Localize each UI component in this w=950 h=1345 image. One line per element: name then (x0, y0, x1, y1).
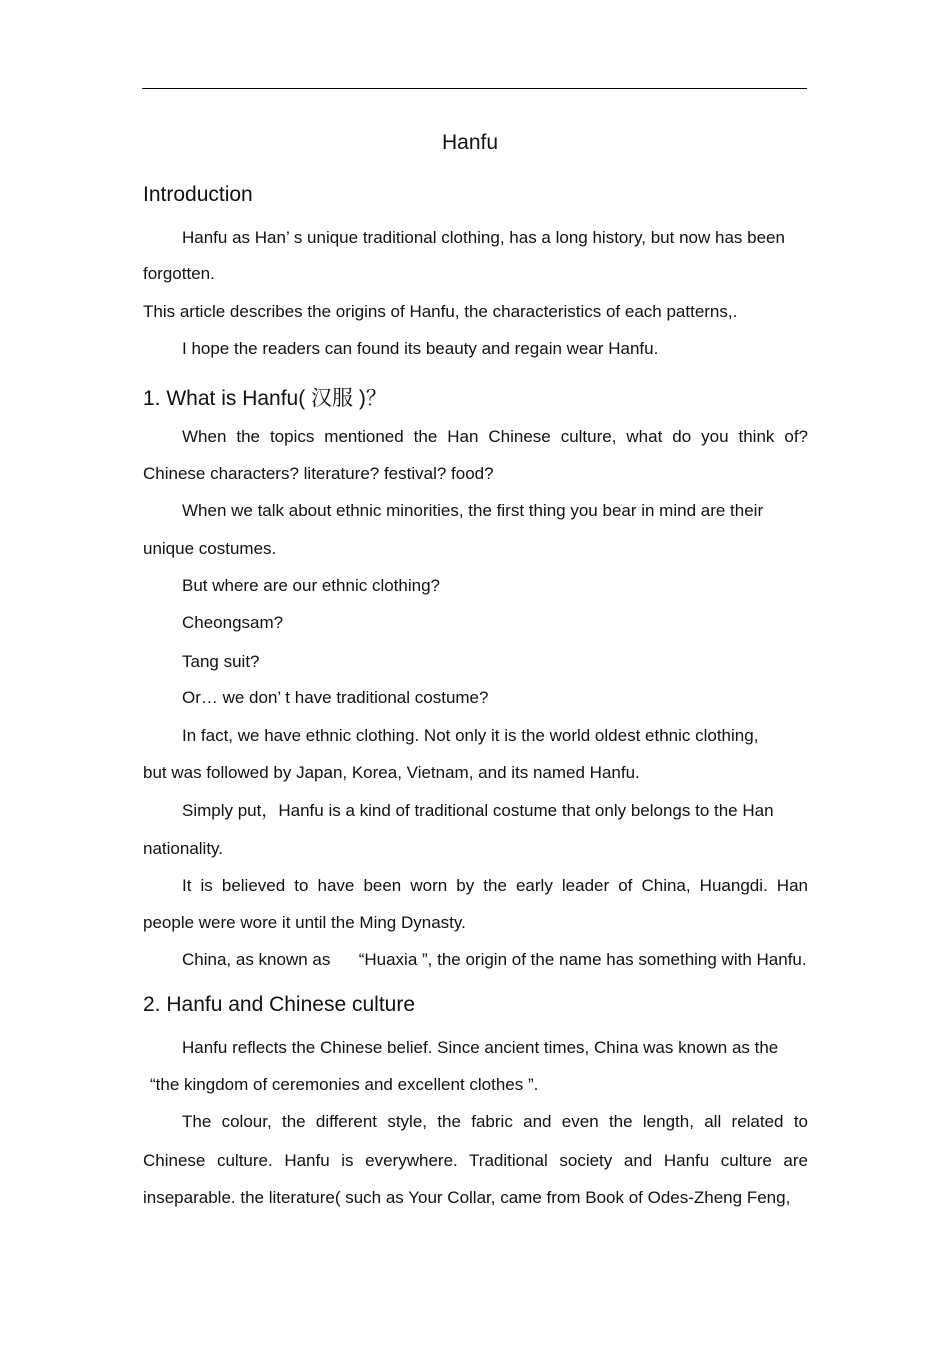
paragraph-line: nationality. (143, 839, 224, 858)
paragraph-line: Tang suit? (182, 652, 260, 671)
paragraph-line: unique costumes. (143, 539, 277, 558)
header-rule (142, 88, 807, 89)
paragraph-line: Cheongsam? (182, 613, 284, 632)
paragraph-line: China, as known as “Huaxia ”, the origin of the name has something with Hanfu. (182, 950, 807, 969)
paragraph-line: Or… we don’ t have traditional costume? (182, 688, 489, 707)
paragraph-line: but was followed by Japan, Korea, Vietnam, and its named Hanfu. (143, 763, 640, 782)
section-heading-what-is-hanfu: 1. What is Hanfu( 汉服 )？ (143, 387, 387, 410)
paragraph-line: Hanfu as Han’ s unique traditional clothing, has a long history, but now has been (182, 228, 785, 247)
paragraph-line: Simply put，Hanfu is a kind of traditional costume that only belongs to the Han (182, 801, 774, 820)
paragraph-line: inseparable. the literature( such as Your Collar, came from Book of Odes-Zheng Feng, (143, 1188, 791, 1207)
section-heading-hanfu-and-chinese-culture: 2. Hanfu and Chinese culture (143, 993, 416, 1016)
paragraph-line: This article describes the origins of Hanfu, the characteristics of each patterns,. (143, 302, 738, 321)
paragraph-line: Chinese culture. Hanfu is everywhere. Traditional society and Hanfu culture are (143, 1151, 808, 1170)
paragraph-line: forgotten. (143, 264, 215, 283)
document-title: Hanfu (441, 131, 499, 154)
paragraph-line: Chinese characters? literature? festival? food? (143, 464, 494, 483)
paragraph-line: In fact, we have ethnic clothing. Not only it is the world oldest ethnic clothing, (182, 726, 759, 745)
paragraph-line: When we talk about ethnic minorities, the first thing you bear in mind are their (182, 501, 764, 520)
section-heading-introduction: Introduction (143, 183, 253, 206)
paragraph-line: “the kingdom of ceremonies and excellent clothes ”. (150, 1075, 539, 1094)
paragraph-line: I hope the readers can found its beauty and regain wear Hanfu. (182, 339, 659, 358)
paragraph-line: The colour, the different style, the fabric and even the length, all related to (182, 1112, 808, 1131)
paragraph-line: It is believed to have been worn by the early leader of China, Huangdi. Han (182, 876, 808, 895)
paragraph-line: But where are our ethnic clothing? (182, 576, 440, 595)
paragraph-line: people were wore it until the Ming Dynasty. (143, 913, 466, 932)
paragraph-line: When the topics mentioned the Han Chinese culture, what do you think of? (182, 427, 808, 446)
paragraph-line: Hanfu reflects the Chinese belief. Since ancient times, China was known as the (182, 1038, 779, 1057)
